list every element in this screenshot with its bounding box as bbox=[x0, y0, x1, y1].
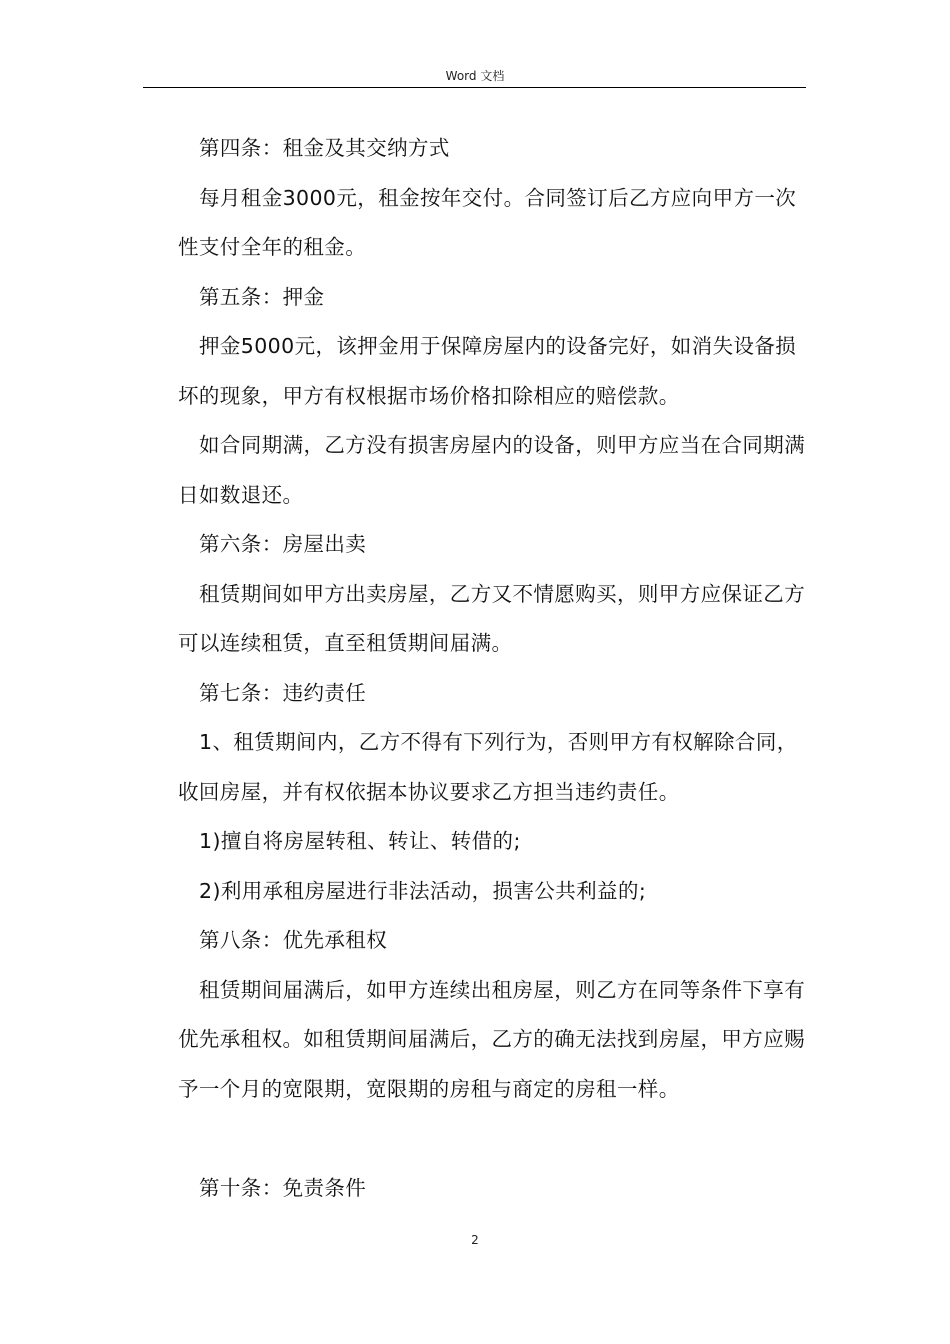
document-header-title: Word 文档 bbox=[445, 69, 505, 83]
article-10-heading: 第十条：免责条件 bbox=[199, 1175, 367, 1200]
article-8-priority-paragraph: 租赁期间届满后，如甲方连续出租房屋，则乙方在同等条件下享有优先承租权。如租赁期间届满后，乙方的确无法找到房屋，甲方应赐予一个月的宽限期，宽限期的房租与商定的房租一样。 bbox=[178, 977, 806, 1101]
article-4-rent-paragraph: 每月租金3000元，租金按年交付。合同签订后乙方应向甲方一次性支付全年的租金。 bbox=[178, 185, 797, 259]
article-8-heading: 第八条：优先承租权 bbox=[199, 928, 388, 952]
paragraph-spacer bbox=[178, 1114, 808, 1164]
article-7-clause-1: 1、租赁期间内，乙方不得有下列行为，否则甲方有权解除合同，收回房屋，并有权依据本协议要求乙方担当违约责任。 bbox=[178, 730, 798, 804]
article-7-heading: 第七条：违约责任 bbox=[199, 680, 367, 705]
article-6-sale-paragraph: 租赁期间如甲方出卖房屋，乙方又不情愿购买，则甲方应保证乙方可以连续租赁，直至租赁期间届满。 bbox=[178, 581, 806, 655]
article-4-heading: 第四条：租金及其交纳方式 bbox=[199, 136, 450, 160]
article-7-item-1: 1)擅自将房屋转租、转让、转借的; bbox=[199, 829, 521, 853]
page-number: 2 bbox=[471, 1233, 479, 1247]
article-5-heading: 第五条：押金 bbox=[199, 284, 325, 309]
header-divider bbox=[143, 87, 806, 88]
article-6-heading: 第六条：房屋出卖 bbox=[199, 532, 367, 556]
article-5-refund-paragraph: 如合同期满，乙方没有损害房屋内的设备，则甲方应当在合同期满日如数退还。 bbox=[178, 433, 806, 507]
article-7-item-2: 2)利用承租房屋进行非法活动，损害公共利益的; bbox=[199, 878, 647, 903]
article-5-deposit-paragraph: 押金5000元，该押金用于保障房屋内的设备完好，如消失设备损坏的现象，甲方有权根据市场价格扣除相应的赔偿款。 bbox=[178, 334, 797, 408]
document-body bbox=[178, 124, 808, 1213]
